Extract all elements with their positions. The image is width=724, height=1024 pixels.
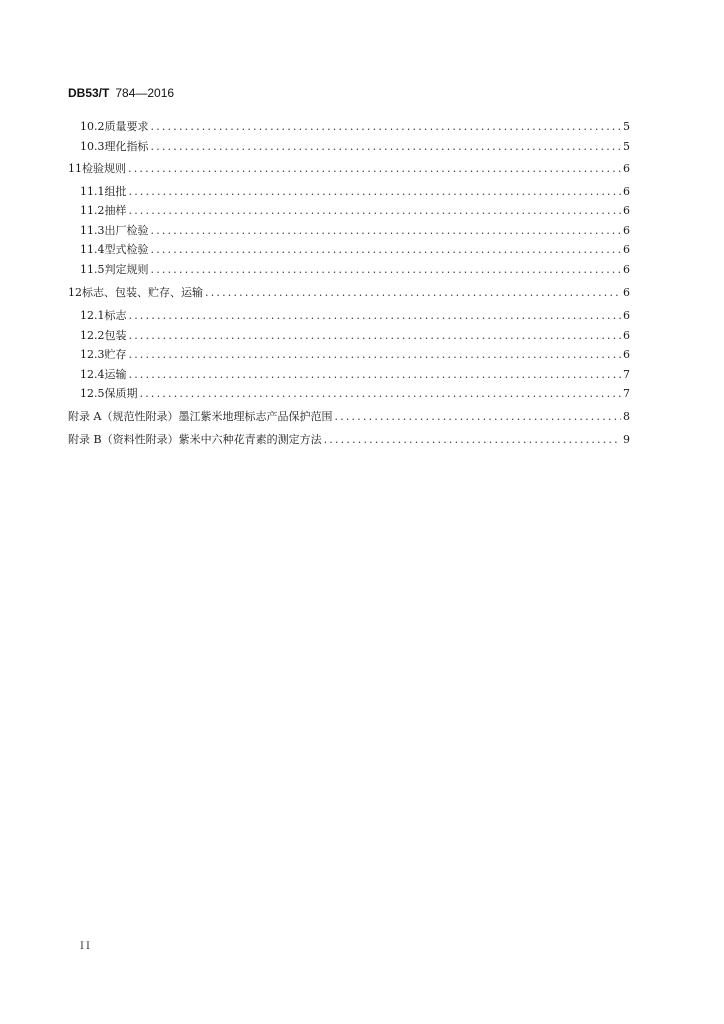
toc-leader-dots [129, 368, 622, 382]
toc-entry-title: 墨江紫米地理标志产品保护范围 [178, 410, 333, 423]
toc-leader-dots [151, 224, 622, 238]
toc-entry-title: 判定规则 [104, 263, 149, 276]
toc-entry-11-4[interactable] [80, 241, 630, 257]
standard-number: 784—2016 [115, 86, 175, 100]
toc-entry-12-1[interactable] [80, 307, 630, 323]
toc-entry-12-5[interactable] [80, 385, 630, 401]
toc-leader-dots [129, 185, 622, 199]
toc-entry-11-3[interactable] [80, 222, 630, 238]
toc-entry-title: 理化指标 [104, 140, 149, 153]
toc-entry-title: 包装 [104, 329, 127, 342]
toc-entry-number: 12.4 [80, 368, 105, 381]
toc-entry-page: 6 [623, 286, 630, 299]
toc-entry-title: 抽样 [104, 204, 127, 217]
toc-entry-10-3[interactable] [80, 138, 630, 154]
toc-entry-number: 10.3 [80, 140, 105, 153]
toc-entry-page: 6 [623, 185, 630, 198]
toc-entry-10-2[interactable] [80, 118, 630, 134]
toc-entry-page: 6 [623, 162, 630, 175]
toc-leader-dots [129, 348, 622, 362]
toc-entry-12-2[interactable] [80, 327, 630, 343]
toc-entry-title: 保质期 [104, 387, 138, 400]
toc-entry-title: 标志 [104, 309, 127, 322]
toc-leader-dots [151, 263, 622, 277]
toc-entry-appendix-a[interactable] [68, 408, 630, 424]
toc-entry-page: 6 [623, 348, 630, 361]
toc-entry-number: 11.1 [80, 185, 105, 198]
toc-entry-12-4[interactable] [80, 366, 630, 382]
toc-entry-11-1[interactable] [80, 183, 630, 199]
toc-entry-11-5[interactable] [80, 261, 630, 277]
toc-entry-number: 12.1 [80, 309, 105, 322]
toc-entry-title: 标志、包装、贮存、运输 [82, 286, 203, 299]
toc-entry-number: 11.3 [80, 224, 105, 237]
toc-entry-number: 11.2 [80, 204, 105, 217]
toc-entry-page: 9 [623, 433, 630, 446]
toc-leader-dots [151, 140, 622, 154]
toc-entry-page: 5 [623, 140, 630, 153]
toc-leader-dots [151, 120, 622, 134]
toc-entry-11-2[interactable] [80, 202, 630, 218]
toc-entry-number: 附录 B（资料性附录） [68, 433, 179, 446]
toc-leader-dots [334, 410, 621, 424]
toc-entry-title: 质量要求 [104, 120, 149, 133]
toc-entry-title: 紫米中六种花青素的测定方法 [178, 433, 322, 446]
toc-leader-dots [140, 387, 622, 401]
toc-entry-number: 12.5 [80, 387, 105, 400]
toc-entry-page: 6 [623, 309, 630, 322]
toc-leader-dots [129, 309, 622, 323]
toc-leader-dots [128, 162, 621, 176]
toc-entry-title: 型式检验 [104, 243, 149, 256]
toc-entry-12[interactable] [68, 284, 630, 300]
toc-entry-number: 11.4 [80, 243, 105, 256]
toc-entry-12-3[interactable] [80, 346, 630, 362]
toc-entry-number: 10.2 [80, 120, 105, 133]
toc-entry-page: 5 [623, 120, 630, 133]
toc-entry-page: 6 [623, 329, 630, 342]
toc-entry-title: 运输 [104, 368, 127, 381]
toc-entry-number: 11 [68, 162, 82, 175]
toc-leader-dots [324, 433, 621, 447]
toc-entry-title: 组批 [104, 185, 127, 198]
toc-entry-page: 7 [623, 368, 630, 381]
toc-entry-page: 8 [623, 410, 630, 423]
toc-entry-page: 6 [623, 224, 630, 237]
toc-entry-number: 12 [68, 286, 82, 299]
toc-leader-dots [205, 286, 621, 300]
toc-entry-appendix-b[interactable] [68, 431, 630, 447]
toc-entry-title: 出厂检验 [104, 224, 149, 237]
toc-entry-title: 检验规则 [82, 162, 126, 175]
toc-entry-page: 6 [623, 263, 630, 276]
toc-leader-dots [129, 204, 622, 218]
toc-leader-dots [129, 329, 622, 343]
toc-entry-number: 附录 A（规范性附录） [68, 410, 179, 423]
document-header [68, 86, 174, 100]
toc-entry-page: 6 [623, 243, 630, 256]
toc-entry-title: 贮存 [104, 348, 127, 361]
toc-leader-dots [151, 243, 622, 257]
toc-entry-number: 12.2 [80, 329, 105, 342]
toc-entry-number: 12.3 [80, 348, 105, 361]
toc-entry-11[interactable] [68, 160, 630, 176]
toc-entry-number: 11.5 [80, 263, 105, 276]
standard-code: DB53/T [68, 86, 110, 100]
toc-entry-page: 6 [623, 204, 630, 217]
toc-entry-page: 7 [623, 387, 630, 400]
page-number: II [80, 941, 92, 952]
